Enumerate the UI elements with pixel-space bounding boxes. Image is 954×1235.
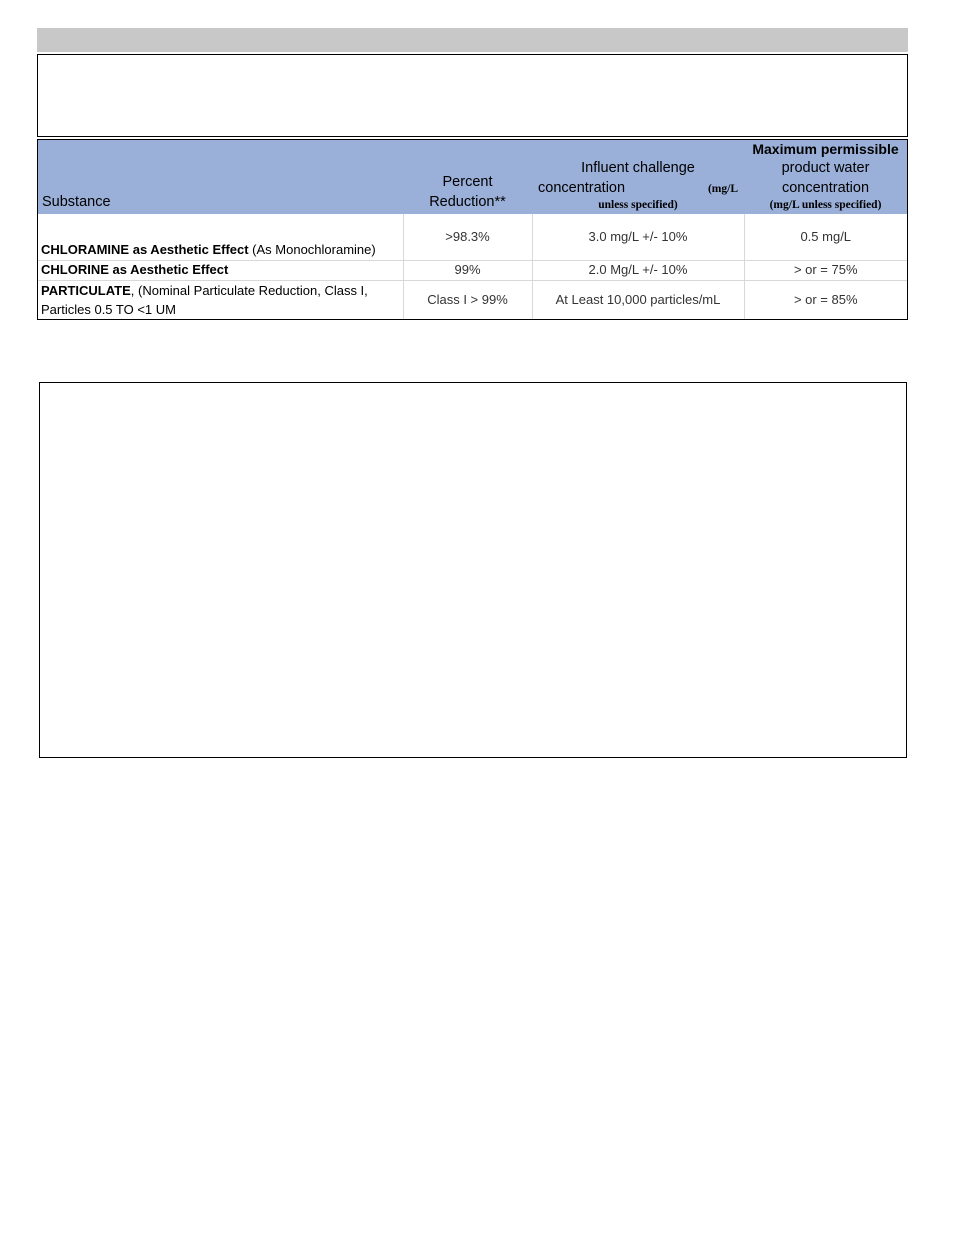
header-influent-concentration [532, 140, 744, 214]
cell-substance [38, 214, 403, 260]
substance-detail: (As Monochloramine) [248, 241, 376, 257]
substance-name: PARTICULATE [41, 283, 131, 298]
substance-name: CHLORINE as Aesthetic Effect [41, 262, 229, 277]
substance-name: CHLORAMINE as Aesthetic Effect [41, 241, 249, 257]
cell-influent: 3.0 mg/L +/- 10% [532, 214, 744, 260]
notes-box [39, 382, 907, 758]
cell-max: > or = 85% [744, 280, 907, 320]
header-max-permissible [744, 140, 907, 214]
header-percent-reduction [403, 140, 532, 214]
cell-influent: 2.0 Mg/L +/- 10% [532, 260, 744, 280]
header-percent-line1: Percent [442, 174, 493, 190]
header-max-line2: product water [781, 160, 870, 176]
header-influent-line2-row [534, 178, 742, 198]
performance-data-table [37, 139, 908, 320]
header-influent-unit-b: unless specified) [598, 199, 678, 211]
header-percent-line2: Reduction** [429, 194, 506, 210]
cell-percent: 99% [403, 260, 532, 280]
cell-max: 0.5 mg/L [744, 214, 907, 260]
cell-percent: >98.3% [403, 214, 532, 260]
cell-max: > or = 75% [744, 260, 907, 280]
description-box [37, 54, 908, 137]
header-influent-line1: Influent challenge [581, 160, 695, 176]
header-max-line1: Maximum permissible [752, 141, 899, 157]
header-substance [38, 140, 403, 214]
cell-substance [38, 260, 403, 280]
section-header-bar [37, 28, 908, 52]
cell-influent: At Least 10,000 particles/mL [532, 280, 744, 320]
table-row [38, 260, 907, 280]
header-influent-line2: concentration [538, 180, 626, 196]
cell-substance [38, 280, 403, 320]
reduction-table [38, 140, 907, 320]
substance-detail: , (Nominal Particulate Reduction, Class I, Particles 0.5 TO <1 UM [41, 283, 368, 317]
table-row [38, 214, 907, 260]
header-influent-unit-a: (mg/L [707, 183, 738, 195]
header-substance-label: Substance [42, 194, 111, 210]
header-max-unit: (mg/L unless specified) [769, 199, 882, 211]
table-header-row [38, 140, 907, 214]
cell-percent: Class I > 99% [403, 280, 532, 320]
header-max-line3: concentration [781, 180, 870, 196]
table-row [38, 280, 907, 320]
